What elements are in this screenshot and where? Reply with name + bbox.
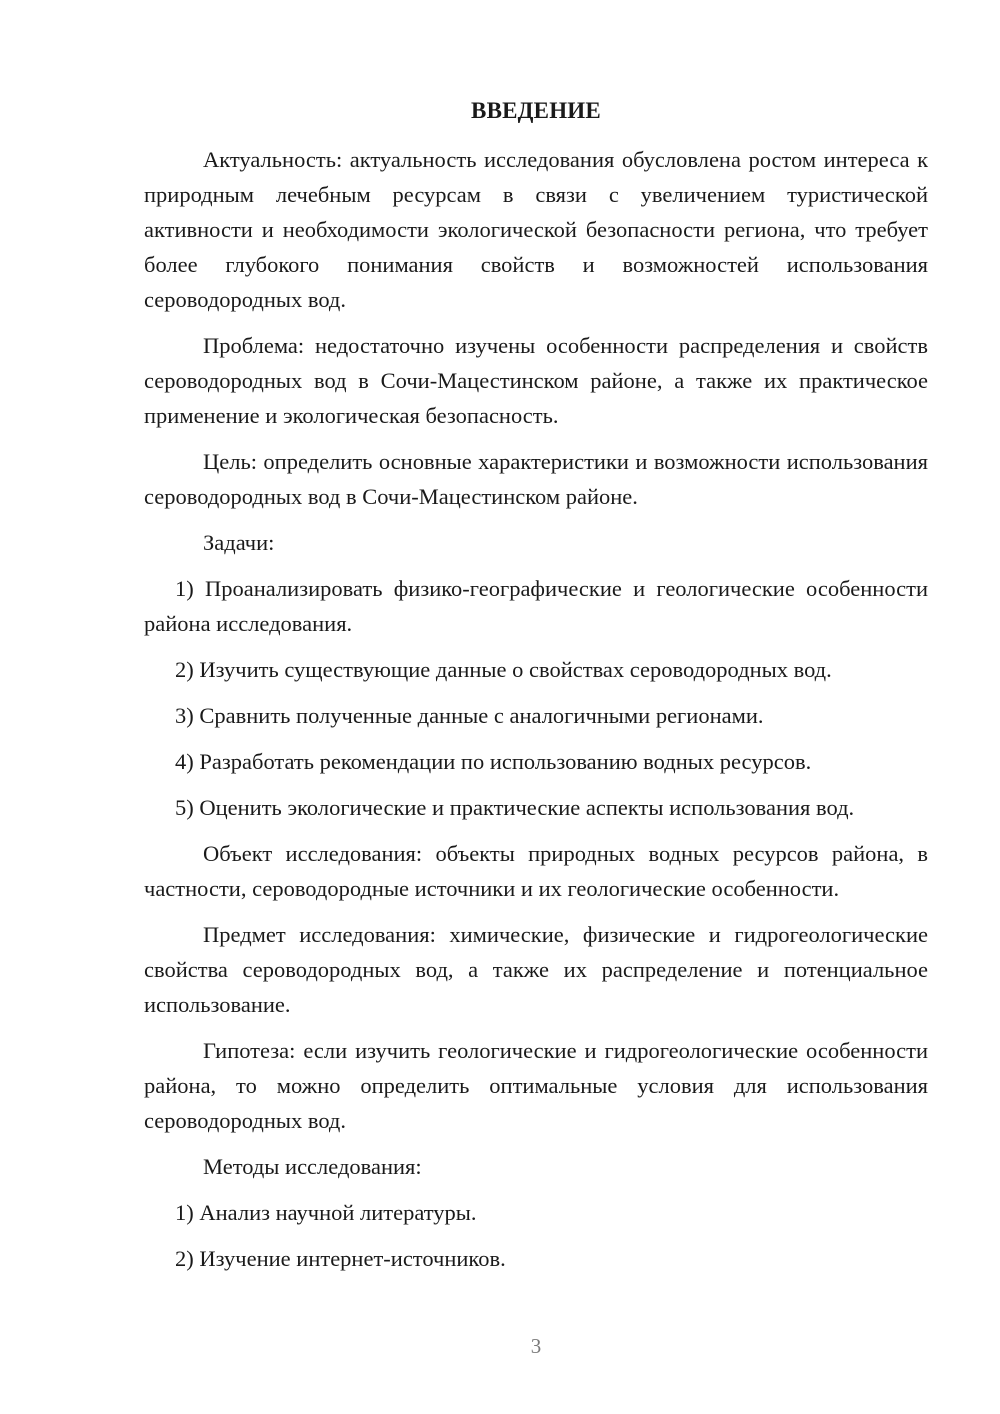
hypothesis-paragraph: Гипотеза: если изучить геологические и гидрогеологические особенности района, то можно определить оптимальные условия для использования сероводородных вод. bbox=[144, 1038, 928, 1133]
tasks-heading: Задачи: bbox=[203, 530, 275, 555]
task-item-4: 4) Разработать рекомендации по использованию водных ресурсов. bbox=[175, 749, 812, 774]
page-number: 3 bbox=[530, 1334, 542, 1358]
relevance-paragraph: Актуальность: актуальность исследования обусловлена ростом интереса к природным лечебным ресурсам в связи с увеличением туристической активности и необходимости экологической безопасности региона, что требует более глубокого понимания свойств и возможностей использования сероводородных вод. bbox=[144, 147, 928, 312]
methods-heading: Методы исследования: bbox=[203, 1154, 422, 1179]
page-body bbox=[144, 142, 928, 1287]
method-item-2: 2) Изучение интернет-источников. bbox=[175, 1246, 506, 1271]
method-item-1: 1) Анализ научной литературы. bbox=[175, 1200, 477, 1225]
problem-paragraph: Проблема: недостаточно изучены особенности распределения и свойств сероводородных вод в Сочи-Мацестинском районе, а также их практическое применение и экологическая безопасность. bbox=[144, 333, 928, 428]
task-item-1: 1) Проанализировать физико-географические и геологические особенности района исследования. bbox=[144, 576, 928, 636]
task-item-5: 5) Оценить экологические и практические аспекты использования вод. bbox=[175, 795, 855, 820]
object-paragraph: Объект исследования: объекты природных водных ресурсов района, в частности, сероводородные источники и их геологические особенности. bbox=[144, 841, 928, 901]
goal-paragraph: Цель: определить основные характеристики и возможности использования сероводородных вод в Сочи-Мацестинском районе. bbox=[144, 449, 928, 509]
section-title: ВВЕДЕНИЕ bbox=[471, 98, 601, 123]
subject-paragraph: Предмет исследования: химические, физические и гидрогеологические свойства сероводородных вод, а также их распределение и потенциальное использование. bbox=[144, 922, 928, 1017]
task-item-3: 3) Сравнить полученные данные с аналогичными регионами. bbox=[175, 703, 764, 728]
task-item-2: 2) Изучить существующие данные о свойствах сероводородных вод. bbox=[175, 657, 832, 682]
